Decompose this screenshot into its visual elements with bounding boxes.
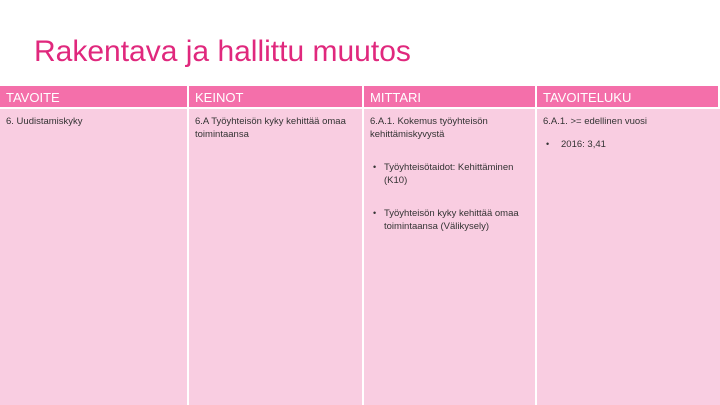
header-keinot: KEINOT [189, 86, 364, 109]
target-intro: 6.A.1. >= edellinen vuosi [543, 116, 648, 127]
target-bullet-1: 2016: 3,41 [561, 139, 606, 150]
goal-text: 6. Uudistamiskyky [6, 116, 83, 127]
header-tavoite: TAVOITE [0, 86, 189, 109]
bullet-icon: • [373, 208, 377, 218]
cell-goal [0, 109, 189, 405]
header-tavoiteluku: TAVOITELUKU [537, 86, 720, 109]
cell-metric [364, 109, 537, 405]
cell-target [537, 109, 720, 405]
goals-table [0, 86, 720, 405]
target-list [543, 138, 714, 151]
metric-list [370, 161, 529, 233]
list-item [370, 161, 529, 187]
metric-intro: 6.A.1. Kokemus työyhteisön kehittämiskyvystä [370, 116, 488, 140]
list-item [543, 138, 714, 151]
cell-means [189, 109, 364, 405]
list-item [370, 207, 529, 233]
bullet-icon: • [373, 162, 377, 172]
means-text: 6.A Työyhteisön kyky kehittää omaa toimintaansa [195, 116, 346, 140]
header-mittari: MITTARI [364, 86, 537, 109]
metric-bullet-1: Työyhteisötaidot: Kehittäminen (K10) [384, 162, 514, 186]
slide-title: Rakentava ja hallittu muutos [34, 35, 411, 68]
metric-bullet-2: Työyhteisön kyky kehittää omaa toimintaansa (Välikysely) [384, 208, 519, 232]
bullet-icon: • [546, 139, 550, 149]
